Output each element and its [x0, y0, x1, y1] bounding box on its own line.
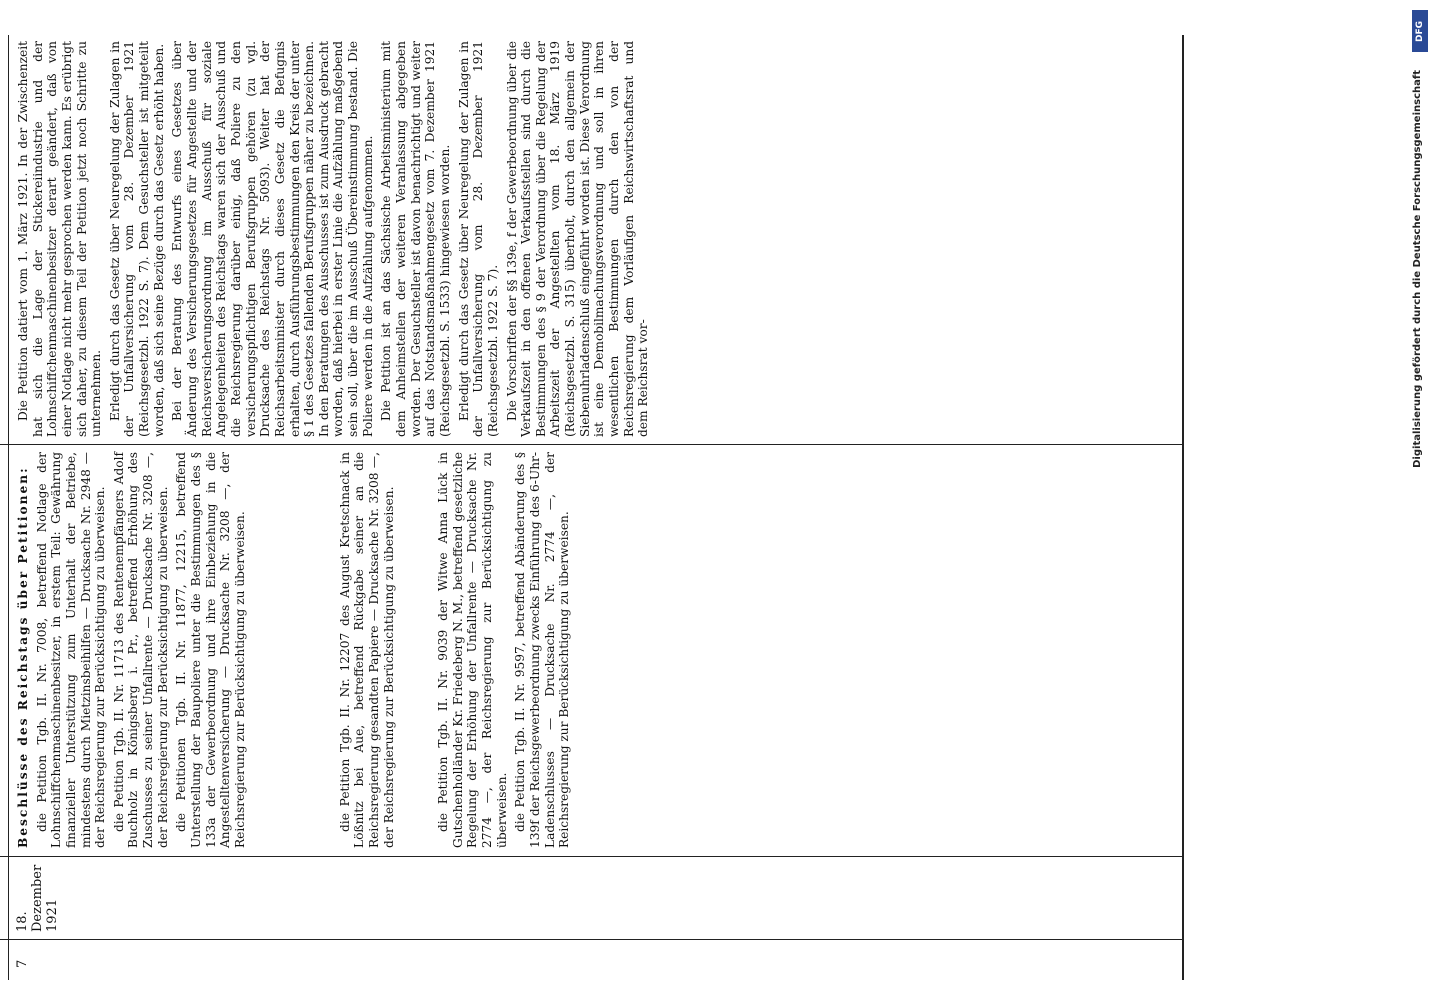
- beschluss-entry: die Petition Tgb. II. Nr. 11713 des Rentenempfängers Adolf Buchholz in Königsberg i. Pr., betreffend Erhöhung des Zuschusses zu seiner Unfallrente — Drucksache Nr. 3208 —, der Reichsregierung zur Berücksichtigung zu überweisen.: [111, 452, 170, 848]
- beantwortung-entry: Die Vorschriften der §§ 139e, f der Gewerbeordnung über die Verkaufszeit in den offenen Verkaufsstellen sind durch die Bestimmungen des § 9 der Verordnung über die Regelung der Arbeitszeit der Angestellten vom 18. März 1919 (Reichsgesetzbl. S. 315) überholt, durch den allgemein der Siebenuhrladenschluß eingeführt worden ist. Diese Verordnung ist eine Demobilmachungsverordnung und soll in ihren wesentlichen Bestimmungen durch den von der Reichsregierung dem Vorläufigen Reichswirtschaftsrat und dem Reichsrat vor-: [504, 41, 651, 437]
- header-beantwortung: [0, 35, 6, 444]
- beantwortung-entry: Erledigt durch das Gesetz über Neuregelung der Zulagen in der Unfallversicherung vom 28. Dezember 1921 (Reichsgesetzbl. 1922 S. 7).: [456, 41, 500, 437]
- beschluss-entry: die Petition Tgb. II. Nr. 12207 des August Kretschnack in Lößnitz bei Aue, betreffend Rückgabe seiner an die Reichsregierung gesandten Papiere — Drucksache Nr. 3208 —, der Reichsregierung zur Berücksichtigung zu überweisen.: [337, 452, 396, 848]
- beschluesse-column: [16, 452, 576, 848]
- beschluss-entry: die Petitionen Tgb. II. Nr. 11877, 12215, betreffend Unterstellung der Baupoliere unter die Bestimmungen des § 133a der Gewerbeordnung und ihre Einbeziehung in die Angestelltenversicherung — Drucksache Nr. 3208 —, der Reichsregierung zur Berücksichtigung zu überweisen.: [174, 452, 247, 848]
- beantwortung-entry: Die Petition datiert vom 1. März 1921. In der Zwischenzeit hat sich die Lage der Stickereiindustrie und der Lohnschiffchenmaschinenbesitzer derart geändert, daß von einer Notlage nicht mehr gesprochen werden kann. Es erübrigt sich daher, zu diesem Teil der Petition jetzt noch Schritte zu unternehmen.: [16, 41, 104, 437]
- beantwortung-entry: Bei der Beratung des Entwurfs eines Gesetzes über Änderung des Versicherungsgesetzes für Angestellte und der Reichsversicherungsordnung im Ausschuß für soziale Angelegenheiten des Reichstags waren sich der Ausschuß und die Reichsregierung darüber einig, daß Poliere zu den versicherungspflichtigen Berufsgruppen gehören (zu vgl. Drucksache des Reichstags Nr. 5093). Weiter hat der Reichsarbeitsminister durch dieses Gesetz die Befugnis erhalten, durch Ausführungsbestimmungen den Kreis der unter § 1 des Gesetzes fallenden Berufsgruppen näher zu bezeichnen. In den Beratungen des Ausschusses ist zum Ausdruck gebracht worden, daß hierbei in erster Linie die Aufzählung maßgebend sein soll, über die im Ausschuß Übereinstimmung bestand. Die Poliere werden in die Aufzählung aufgenommen.: [170, 41, 375, 437]
- petition-table: [0, 35, 1184, 980]
- beschluss-entry: die Petition Tgb. II. Nr. 7008, betreffend Notlage der Lohnschiffchenmaschinenbesitzer, in erstem Teil: Gewährung finanzieller Unterstützung zum Unterhalt der Betriebe, mindestens durch Mietzinsbeihilfen — Drucksache Nr. 2948 — der Reichsregierung zur Berücksichtigung zu überweisen.: [34, 452, 108, 848]
- beantwortung-entry: Die Petition ist an das Sächsische Arbeitsministerium mit dem Anheimstellen der weiteren Veranlassung abgegeben worden. Der Gesuchsteller ist davon benachrichtigt und weiter auf das Notstandsmaßnahmengesetz vom 7. Dezember 1921 (Reichsgesetzbl. S. 1533) hingewiesen worden.: [379, 41, 452, 437]
- header-divider: [8, 35, 9, 980]
- beschluss-entry: die Petition Tgb. II. Nr. 9039 der Witwe Anna Lück in Gutschenholländer Kr. Friedeberg N. M., betreffend gesetzliche Regelung der Erhöhung der Unfallrente — Drucksache Nr. 2774 —, der Reichsregierung zur Berücksichtigung zu überweisen.: [436, 452, 509, 848]
- header-lfd: [0, 940, 6, 980]
- beantwortung-column: [16, 41, 655, 437]
- header-beschluesse: [0, 445, 6, 856]
- row-number: 7: [15, 959, 30, 968]
- column-divider: [0, 444, 1182, 445]
- header-schreiben: [0, 857, 6, 939]
- beschluss-entry: die Petition Tgb. II. Nr. 9597, betreffend Abänderung des § 139f der Reichsgewerbeordnung zwecks Einführung des 6-Uhr-Ladenschlusses — Drucksache Nr. 2774 —, der Reichsregierung zur Berücksichtigung zu überweisen.: [513, 452, 572, 848]
- section-heading: Beschlüsse des Reichstags über Petitionen:: [16, 466, 30, 848]
- column-divider: [0, 856, 1182, 857]
- dfg-logo: DFG: [1412, 10, 1428, 52]
- row-date: 18. Dezember 1921: [15, 864, 60, 932]
- column-divider: [0, 939, 1182, 940]
- digitization-stamp: [1412, 10, 1430, 990]
- digitization-note: Digitalisierung gefördert durch die Deutsche Forschungsgemeinschaft: [1412, 70, 1423, 468]
- beantwortung-entry: Erledigt durch das Gesetz über Neuregelung der Zulagen in der Unfallversicherung vom 28. Dezember 1921 (Reichsgesetzbl. 1922 S. 7). Dem Gesuchsteller ist mitgeteilt worden, daß sich seine Bezüge durch das Gesetz erhöht haben.: [107, 41, 166, 437]
